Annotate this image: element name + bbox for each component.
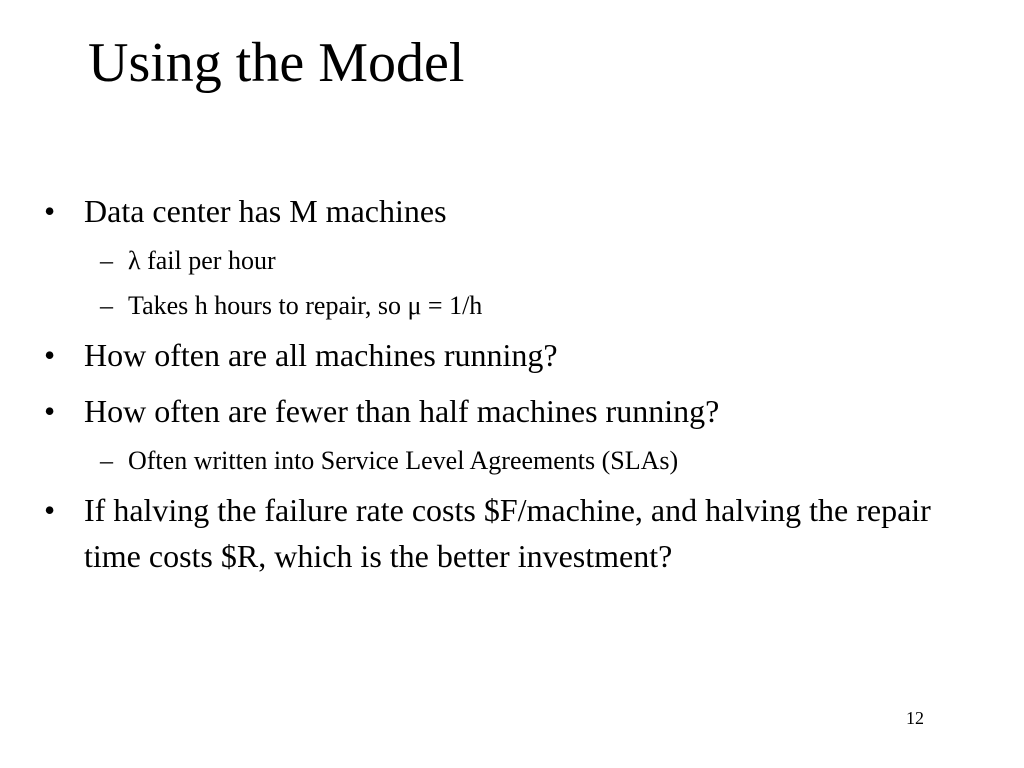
bullet-marker: •	[44, 337, 56, 373]
sub-bullet-marker: –	[100, 446, 113, 475]
bullet-item-half-running	[44, 388, 994, 479]
bullet-text: If halving the failure rate costs $F/machine, and halving the repair time costs $R, which is the better investment?	[84, 492, 931, 574]
sub-bullet-marker: –	[100, 291, 113, 320]
bullet-list	[44, 188, 994, 579]
sub-list	[84, 242, 994, 324]
bullet-marker: •	[44, 193, 56, 229]
bullet-marker: •	[44, 492, 56, 528]
sub-bullet-marker: –	[100, 246, 113, 275]
bullet-item-all-running	[44, 332, 994, 378]
sub-list	[84, 442, 994, 479]
sub-bullet-text: Often written into Service Level Agreements (SLAs)	[128, 446, 679, 475]
bullet-item-machines	[44, 188, 994, 324]
bullet-text: Data center has M machines	[84, 193, 447, 229]
bullet-text: How often are all machines running?	[84, 337, 558, 373]
sub-bullet-text: λ fail per hour	[128, 246, 276, 275]
sub-bullet-slas	[84, 442, 994, 479]
bullet-item-investment	[44, 487, 994, 579]
sub-bullet-failure-rate	[84, 242, 994, 279]
bullet-text: How often are fewer than half machines running?	[84, 393, 720, 429]
slide-title: Using the Model	[88, 32, 465, 94]
sub-bullet-text: Takes h hours to repair, so μ = 1/h	[128, 291, 483, 320]
page-number: 12	[906, 708, 924, 728]
sub-bullet-repair-time	[84, 287, 994, 324]
bullet-marker: •	[44, 393, 56, 429]
